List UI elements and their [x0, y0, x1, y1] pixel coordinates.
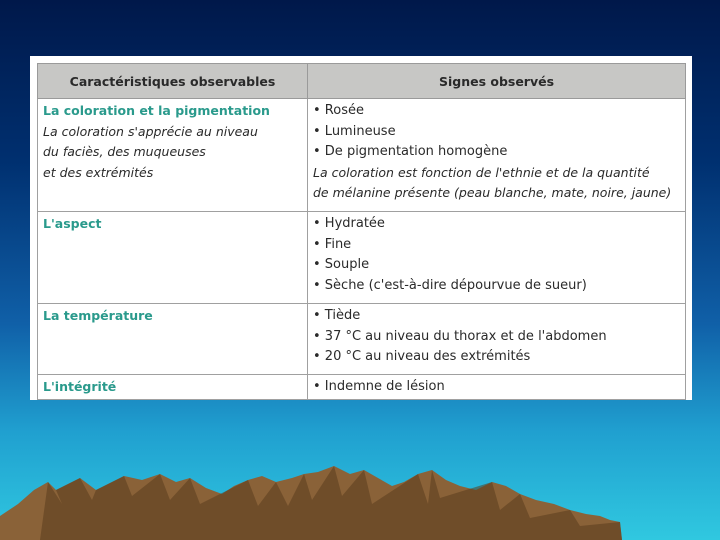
sign-item: • Fine — [313, 236, 352, 252]
sign-item: • Sèche (c'est-à-dire dépourvue de sueur) — [313, 277, 587, 293]
characteristic-note-line: du faciès, des muqueuses — [43, 144, 206, 159]
characteristic-note-line: et des extrémités — [43, 164, 154, 180]
table-row-aspect — [38, 212, 686, 304]
mountain-landscape — [0, 460, 720, 540]
characteristic-title: L'aspect — [43, 216, 102, 231]
characteristic-title: La température — [43, 308, 153, 323]
sign-item: • 20 °C au niveau des extrémités — [313, 349, 531, 364]
characteristic-note-line: La coloration s'apprécie au niveau — [43, 123, 258, 139]
characteristic-title: L'intégrité — [43, 379, 117, 394]
characteristic-title: La coloration et la pigmentation — [43, 103, 270, 118]
sign-item: • Souple — [313, 257, 370, 272]
sign-note-line: de mélanine présente (peau blanche, mate, noire, jaune) — [313, 185, 672, 200]
sign-item: • Hydratée — [313, 216, 385, 231]
sign-item: • 37 °C au niveau du thorax et de l'abdomen — [313, 328, 607, 344]
sign-note-line: La coloration est fonction de l'ethnie et de la quantité — [313, 164, 650, 180]
cell-signs — [308, 99, 686, 212]
table-card — [30, 56, 692, 400]
cell-characteristic — [38, 99, 308, 212]
cell-characteristic — [38, 375, 308, 400]
sign-item: • Lumineuse — [313, 123, 396, 139]
sign-item: • Rosée — [313, 103, 364, 118]
table-row-integrity — [38, 375, 686, 400]
sign-item: • Tiède — [313, 308, 361, 323]
cell-characteristic — [38, 212, 308, 304]
cell-signs — [308, 212, 686, 304]
cell-signs — [308, 375, 686, 400]
table-row-coloration — [38, 99, 686, 212]
cell-characteristic — [38, 304, 308, 375]
header-characteristics: Caractéristiques observables — [38, 64, 308, 99]
table-row-temperature — [38, 304, 686, 375]
header-signs: Signes observés — [308, 64, 686, 99]
sign-item: • Indemne de lésion — [313, 379, 445, 394]
table-header-row — [38, 64, 686, 99]
sign-item: • De pigmentation homogène — [313, 144, 508, 159]
observation-table — [37, 63, 686, 400]
cell-signs — [308, 304, 686, 375]
